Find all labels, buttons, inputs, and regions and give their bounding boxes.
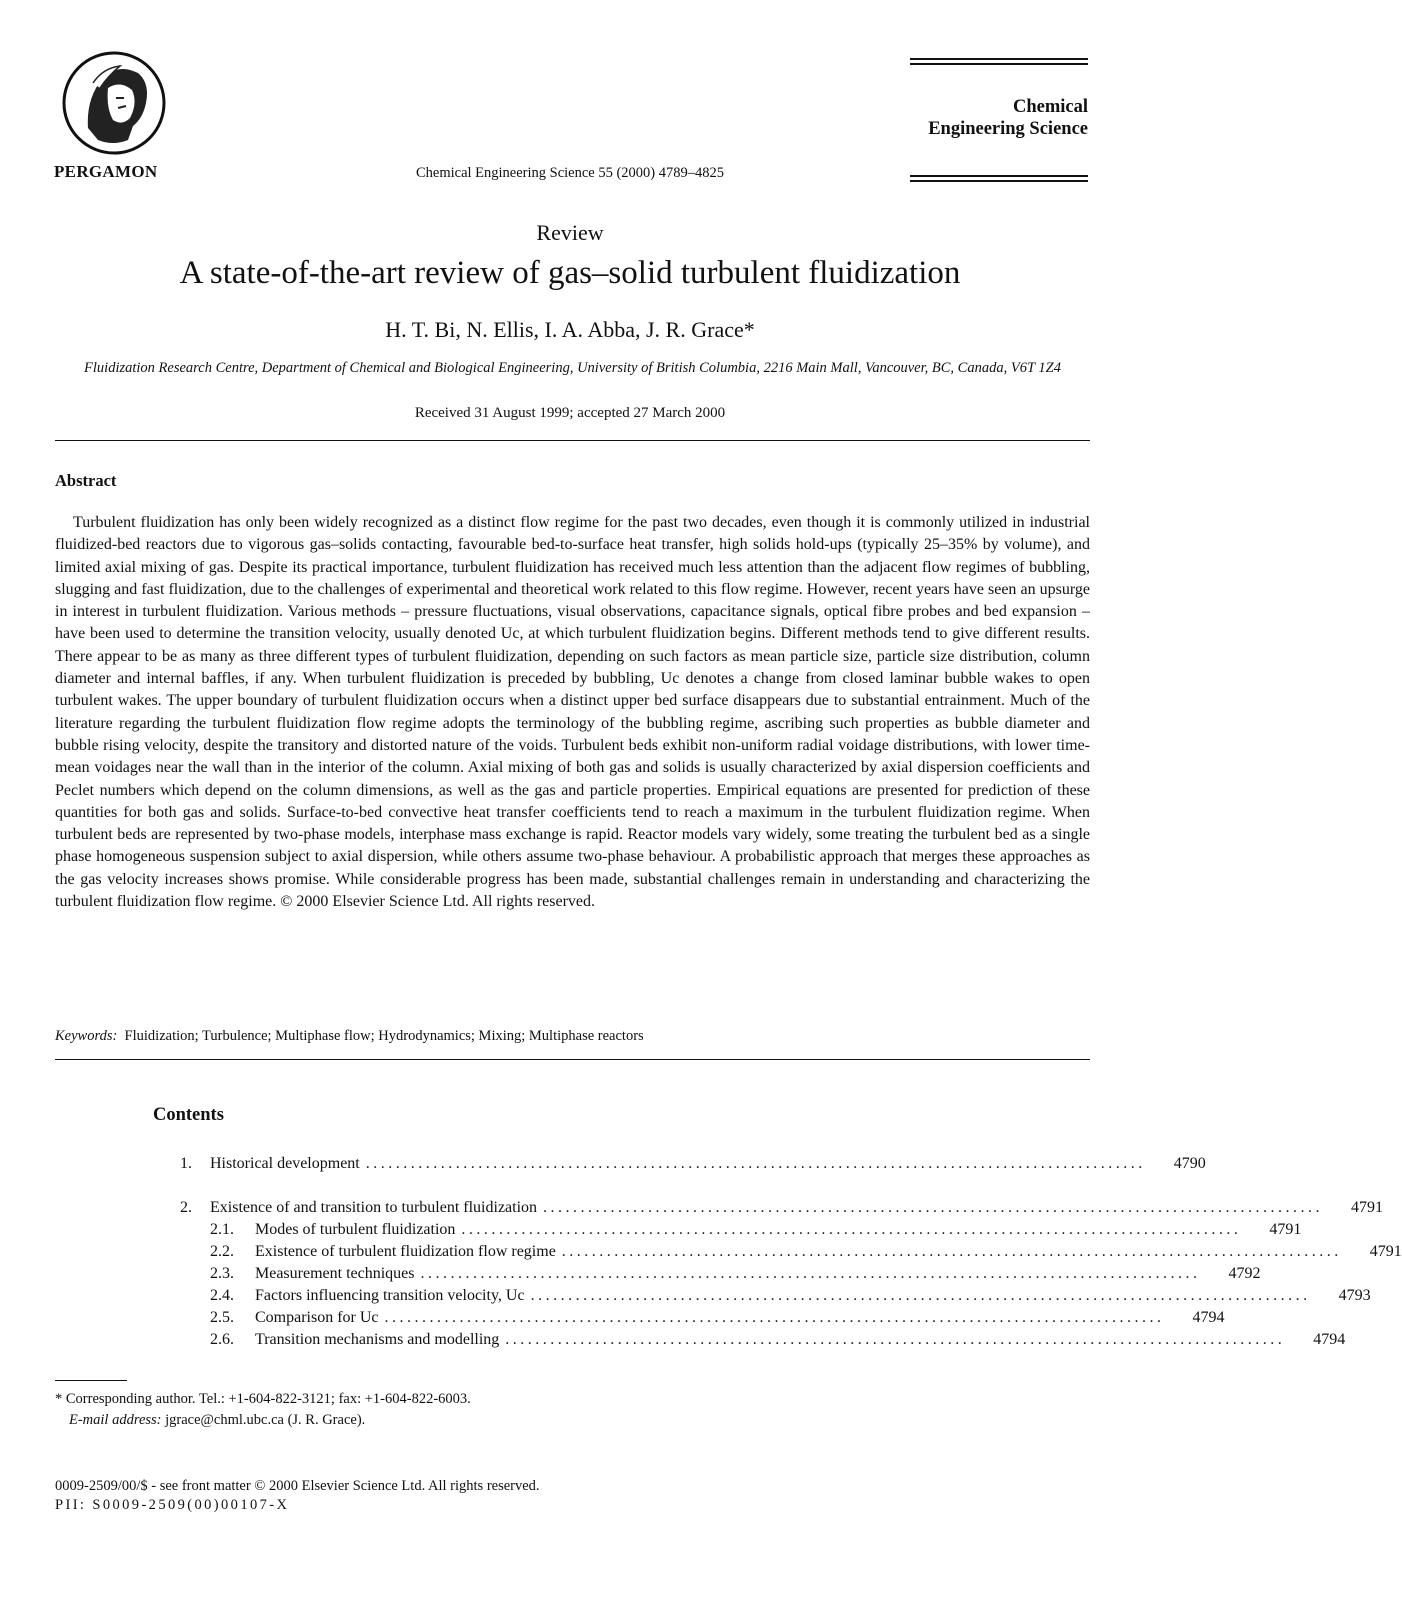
toc-number: 2.1.: [210, 1221, 234, 1238]
toc-leader: ........................................................................................................: [530, 1287, 1311, 1304]
keywords-label: Keywords:: [55, 1028, 118, 1044]
toc-indent: [180, 1287, 210, 1309]
journal-title-box: [910, 58, 1088, 184]
toc-label: Modes of turbulent fluidization: [255, 1221, 456, 1238]
bottom-rule: [910, 175, 1088, 177]
toc-page: 4792: [1228, 1265, 1261, 1282]
footnote: [55, 1389, 545, 1431]
toc-entry[interactable]: [180, 1199, 1384, 1221]
toc-indent: [180, 1221, 210, 1243]
toc-number: 2.2.: [210, 1243, 234, 1260]
email-note: [55, 1410, 545, 1431]
footnote-rule: [55, 1380, 127, 1381]
toc-number: 2.5.: [210, 1309, 234, 1326]
toc-leader: ........................................................................................................: [505, 1331, 1286, 1348]
toc-indent: [180, 1309, 210, 1331]
article-title: A state-of-the-art review of gas–solid turbulent fluidization: [179, 255, 961, 291]
toc-entry[interactable]: [180, 1243, 1402, 1265]
toc-label: Comparison for Uc: [255, 1309, 379, 1326]
author-affiliation: Fluidization Research Centre, Department of Chemical and Biological Engineering, University of British Columbia, 2216 Main Mall, Vancouver, BC, Canada, V6T 1Z4: [84, 360, 1061, 376]
top-rule-2: [910, 63, 1088, 65]
toc-page: 4791: [1269, 1221, 1302, 1238]
divider: [55, 1059, 1090, 1060]
issn-line: 0009-2509/00/$ - see front matter © 2000 Elsevier Science Ltd. All rights reserved.: [55, 1478, 540, 1494]
toc-entry[interactable]: [180, 1221, 1302, 1243]
journal-citation: Chemical Engineering Science 55 (2000) 4789–4825: [415, 165, 725, 181]
keywords: [55, 1028, 644, 1045]
toc-entry[interactable]: [180, 1331, 1346, 1353]
toc-page: 4794: [1313, 1331, 1346, 1348]
received-dates: Received 31 August 1999; accepted 27 March 2000: [414, 405, 726, 421]
toc-indent: [180, 1331, 210, 1353]
abstract-text: Turbulent fluidization has only been widely recognized as a distinct flow regime for the past two decades, even though it is commonly utilized in industrial fluidized-bed reactors due to vigorous gas–solids contacting, favourable bed-to-surface heat transfer, high solids hold-ups (typically 25–35% by volume), and limited axial mixing of gas. Despite its practical importance, turbulent fluidization has received much less attention than the adjacent flow regimes of bubbling, slugging and fast fluidization, due to the challenges of experimental and theoretical work related to this flow regime. However, recent years have seen an upsurge in interest in turbulent fluidization. Various methods – pressure fluctuations, visual observations, capacitance signals, optical fibre probes and bed expansion – have been used to determine the transition velocity, usually denoted Uc, at which turbulent fluidization begins. Different methods tend to give different results. There appear to be as many as three different types of turbulent fluidization, depending on such factors as mean particle size, particle size distribution, column diameter and internal baffles, if any. When turbulent fluidization is preceded by bubbling, Uc denotes a change from closed laminar bubble wakes to open turbulent wakes. The upper boundary of turbulent fluidization occurs when a distinct upper bed surface disappears due to substantial entrainment. Much of the literature regarding the turbulent fluidization flow regime adopts the terminology of the bubbling regime, ascribing such properties as bubble diameter and bubble rising velocity, despite the transitory and distorted nature of the voids. Turbulent beds exhibit non-uniform radial voidage distributions, with lower time-mean voidages near the wall than in the interior of the column. Axial mixing of both gas and solids is usually characterized by axial dispersion coefficients and Peclet numbers which depend on the column dimensions, as well as the gas and particle properties. Empirical equations are presented for prediction of these quantities for both gas and solids. Surface-to-bed convective heat transfer coefficients tend to reach a maximum in the turbulent fluidization regime. When turbulent beds are represented by two-phase models, interphase mass exchange is rapid. Reactor models vary widely, some treating the turbulent bed as a single phase homogeneous suspension subject to axial dispersion, while others assume two-phase behaviour. A probabilistic approach that merges these approaches as the gas velocity increases shows promise. While considerable progress has been made, substantial challenges remain in understanding and characterizing the turbulent fluidization flow regime. © 2000 Elsevier Science Ltd. All rights reserved.: [55, 514, 1090, 911]
toc-entry[interactable]: [180, 1309, 1225, 1331]
toc-entry[interactable]: [180, 1265, 1261, 1287]
toc-label: Factors influencing transition velocity, Uc: [255, 1287, 525, 1304]
abstract-heading: Abstract: [55, 471, 117, 490]
email-label: E-mail address:: [69, 1412, 162, 1428]
article-authors: H. T. Bi, N. Ellis, I. A. Abba, J. R. Grace*: [385, 317, 755, 342]
toc-leader: ........................................................................................................: [384, 1309, 1165, 1326]
toc-leader: ........................................................................................................: [543, 1199, 1324, 1216]
toc-number: 2.4.: [210, 1287, 234, 1304]
toc-leader: ........................................................................................................: [461, 1221, 1242, 1238]
toc-page: 4791: [1369, 1243, 1402, 1260]
journal-name-line-1: Chemical: [1012, 97, 1088, 117]
bottom-rule-2: [910, 180, 1088, 182]
toc-page: 4794: [1192, 1309, 1225, 1326]
publisher-name: PERGAMON: [54, 162, 158, 181]
article-type: Review: [536, 220, 604, 245]
toc-number: 2.3.: [210, 1265, 234, 1282]
toc-number: 2.6.: [210, 1331, 234, 1348]
toc-number: 1.: [180, 1155, 192, 1172]
toc-page: 4790: [1173, 1155, 1206, 1172]
toc-indent: [180, 1265, 210, 1287]
toc-indent: [180, 1243, 210, 1265]
divider: [55, 440, 1090, 441]
corresponding-author-note: * Corresponding author. Tel.: +1-604-822-3121; fax: +1-604-822-6003.: [55, 1391, 471, 1407]
toc-label: Existence of turbulent fluidization flow regime: [255, 1243, 556, 1260]
toc-entry[interactable]: [180, 1287, 1371, 1309]
toc-leader: ........................................................................................................: [561, 1243, 1342, 1260]
toc-page: 4793: [1338, 1287, 1371, 1304]
toc-number: 2.: [180, 1199, 192, 1216]
email-address[interactable]: jgrace@chml.ubc.ca (J. R. Grace).: [165, 1412, 366, 1428]
toc-entry[interactable]: [180, 1155, 1206, 1177]
toc-leader: ........................................................................................................: [420, 1265, 1201, 1282]
toc-label: Existence of and transition to turbulent fluidization: [210, 1199, 538, 1216]
contents-heading: Contents: [153, 1105, 224, 1125]
pergamon-logo: [58, 48, 170, 158]
toc-page: 4791: [1351, 1199, 1384, 1216]
top-rule: [910, 58, 1088, 60]
toc-label: Transition mechanisms and modelling: [255, 1331, 500, 1348]
toc-label: Historical development: [210, 1155, 360, 1172]
keywords-text: Fluidization; Turbulence; Multiphase flow; Hydrodynamics; Mixing; Multiphase reactors: [124, 1028, 644, 1044]
journal-name: [910, 96, 1088, 140]
toc-label: Measurement techniques: [255, 1265, 415, 1282]
toc-leader: ........................................................................................................: [365, 1155, 1146, 1172]
journal-name-line-2: Engineering Science: [928, 119, 1088, 139]
pii-line: PII: S0009-2509(00)00107-X: [55, 1497, 290, 1513]
